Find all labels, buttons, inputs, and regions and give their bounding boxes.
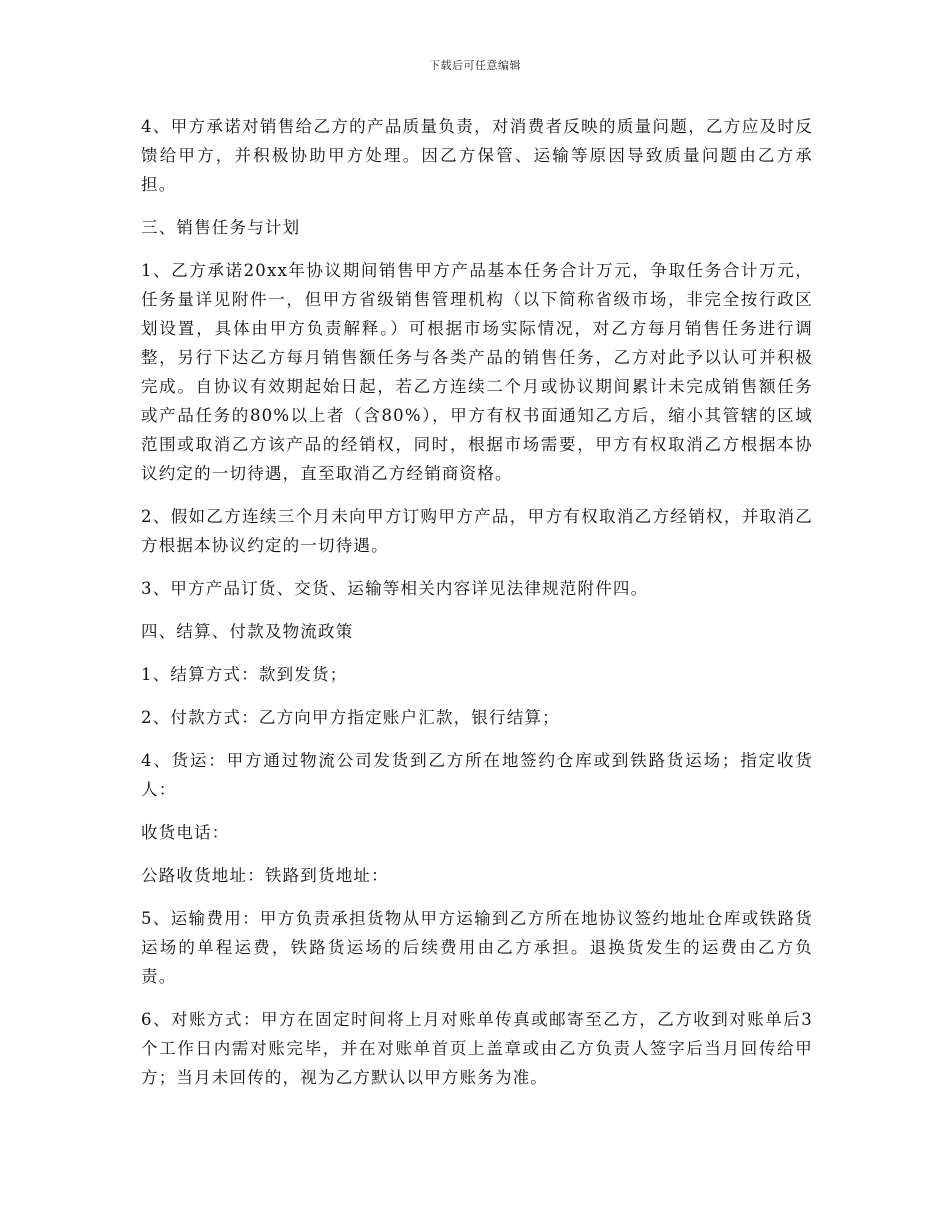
clause-paragraph: 6、对账方式：甲方在固定时间将上月对账单传真或邮寄至乙方，乙方收到对账单后3个工作日内需对账完毕，并在对账单首页上盖章或由乙方负责人签字后当月回传给甲方；当月未回传的，视为乙方默认以甲方账务为准。 <box>141 1010 813 1087</box>
document-body <box>141 112 813 1106</box>
section-heading: 三、销售任务与计划 <box>141 218 301 237</box>
clause-paragraph: 2、付款方式：乙方向甲方指定账户汇款，银行结算； <box>141 708 560 727</box>
clause-paragraph: 5、运输费用：甲方负责承担货物从甲方运输到乙方所在地协议签约地址仓库或铁路货运场的单程运费，铁路货运场的后续费用由乙方承担。退换货发生的运费由乙方负责。 <box>141 909 813 986</box>
clause-paragraph: 2、假如乙方连续三个月未向甲方订购甲方产品，甲方有权取消乙方经销权，并取消乙方根据本协议约定的一切待遇。 <box>141 507 813 555</box>
clause-paragraph: 1、结算方式：款到发货； <box>141 665 348 684</box>
clause-paragraph: 公路收货地址：铁路到货地址： <box>141 866 389 885</box>
clause-paragraph: 4、甲方承诺对销售给乙方的产品质量负责，对消费者反映的质量问题，乙方应及时反馈给甲方，并积极协助甲方处理。因乙方保管、运输等原因导致质量问题由乙方承担。 <box>141 117 813 194</box>
clause-paragraph: 收货电话： <box>141 823 230 842</box>
clause-paragraph: 4、货运：甲方通过物流公司发货到乙方所在地签约仓库或到铁路货运场；指定收货人： <box>141 751 813 799</box>
clause-paragraph: 3、甲方产品订货、交货、运输等相关内容详见法律规范附件四。 <box>141 579 649 598</box>
page-header: 下载后可任意编辑 <box>429 59 521 72</box>
section-heading: 四、结算、付款及物流政策 <box>141 622 354 641</box>
clause-paragraph: 1、乙方承诺20xx年协议期间销售甲方产品基本任务合计万元，争取任务合计万元，任务量详见附件一，但甲方省级销售管理机构（以下简称省级市场，非完全按行政区划设置，具体由甲方负责解释。）可根据市场实际情况，对乙方每月销售任务进行调整，另行下达乙方每月销售额任务与各类产品的销售任务，乙方对此予以认可并积极完成。自协议有效期起始日起，若乙方连续二个月或协议期间累计未完成销售额任务或产品任务的80%以上者（含80%），甲方有权书面通知乙方后，缩小其管辖的区域范围或取消乙方该产品的经销权，同时，根据市场需要，甲方有权取消乙方根据本协议约定的一切待遇，直至取消乙方经销商资格。 <box>141 261 813 483</box>
